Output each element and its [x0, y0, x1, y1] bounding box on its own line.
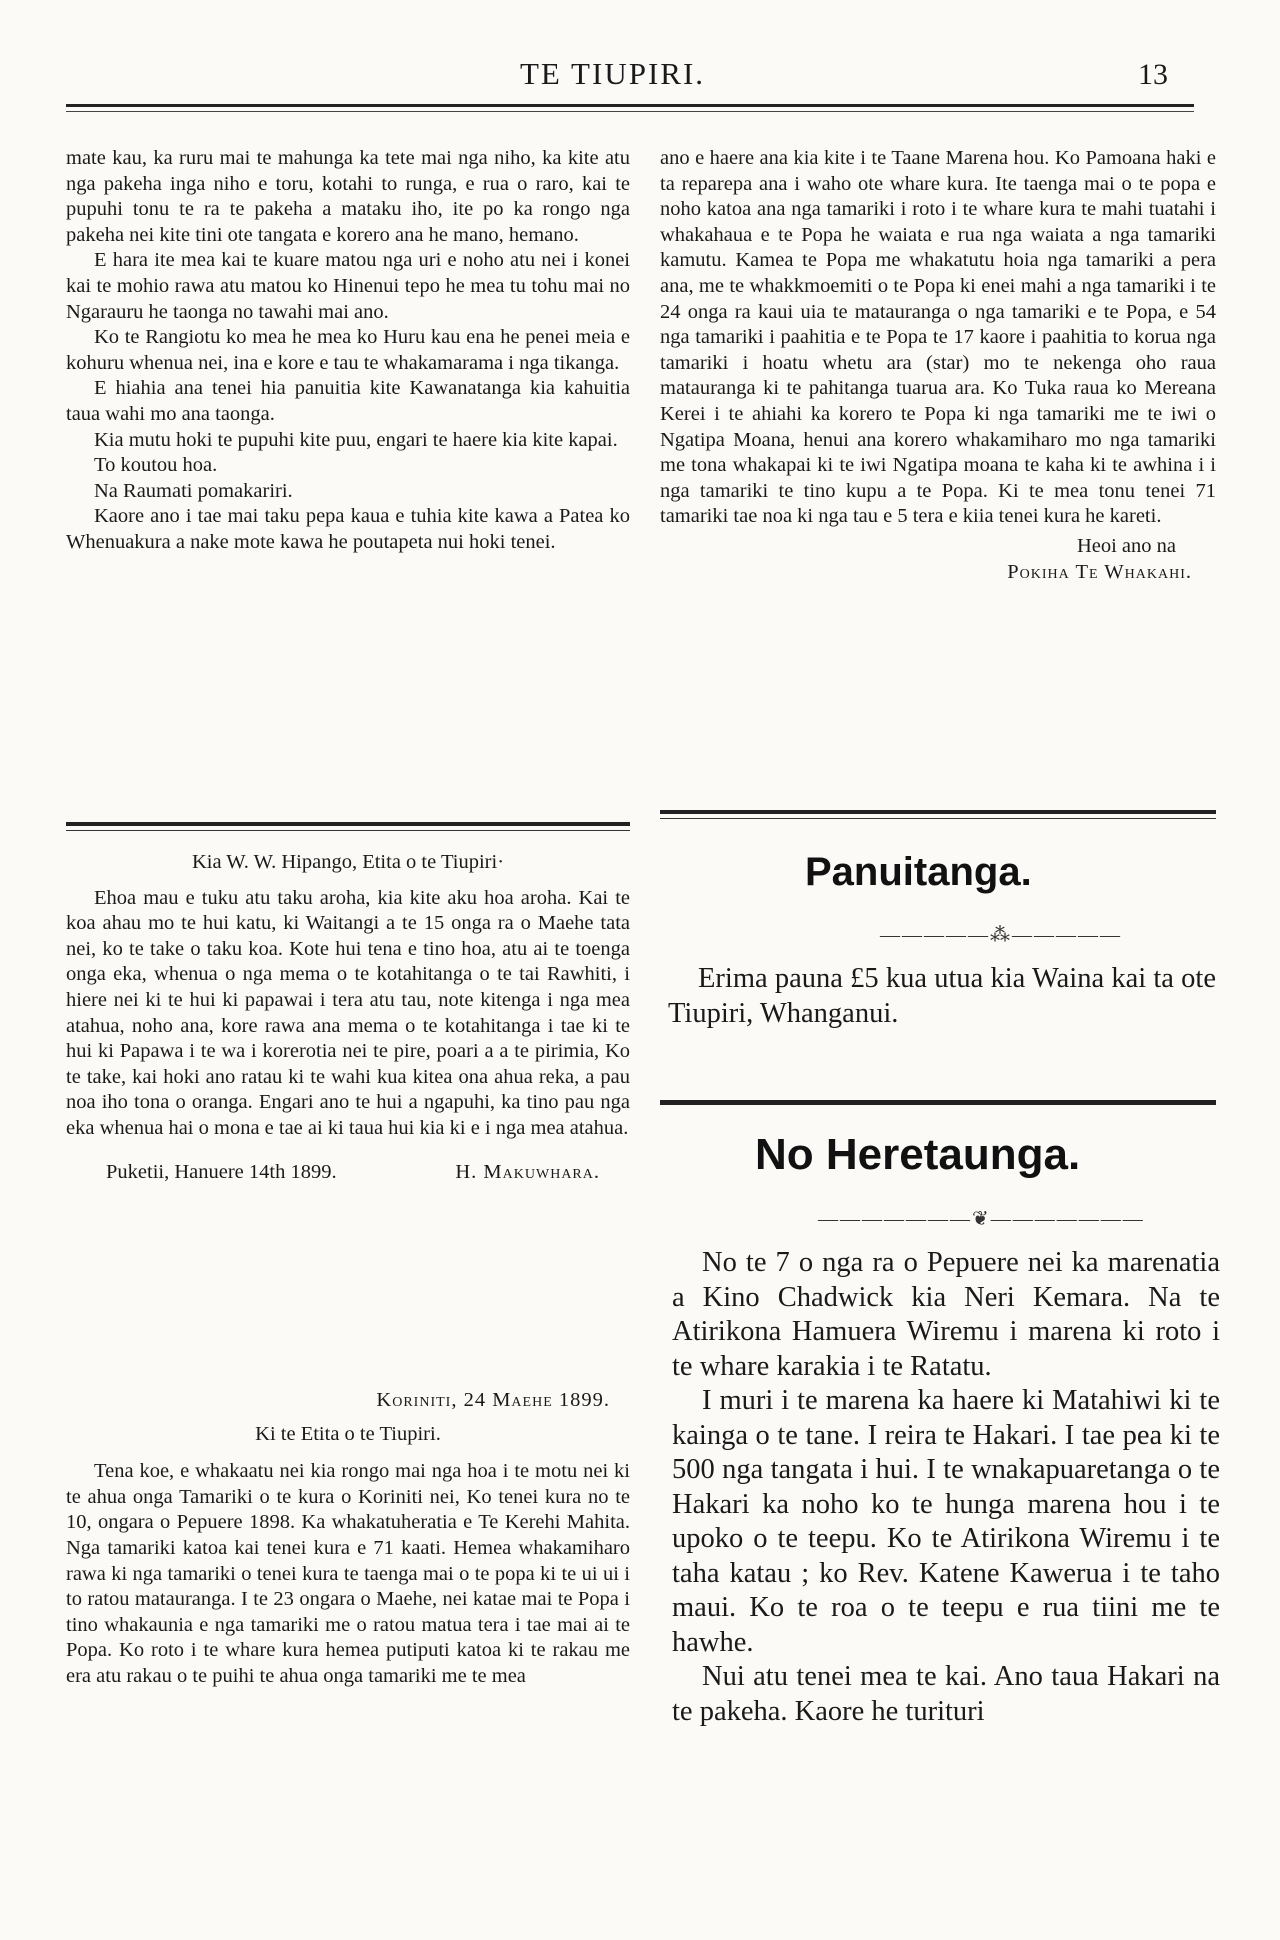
- paragraph: E hiahia ana tenei hia panuitia kite Kawanatanga kia kahuitia taua wahi mo ana taonga.: [66, 377, 630, 425]
- paragraph: To koutou hoa.: [94, 454, 218, 477]
- news-heading: No Heretaunga.: [755, 1130, 1081, 1179]
- section-divider: [660, 810, 1216, 814]
- letter-salutation: Ki te Etita o te Tiupiri.: [255, 1422, 441, 1445]
- letter-place-date: Puketii, Hanuere 14th 1899.: [106, 1160, 337, 1183]
- letter-salutation: Kia W. W. Hipango, Etita o te Tiupiri·: [191, 851, 505, 873]
- paragraph: Ehoa mau e tuku atu taku aroha, kia kite aku hoa aroha. Kai te koa ahau mo te hui katu, ki Waitangi a te 15 onga ra o Maehe tata nei, ko te take o taku koa. Kote hui tena e tino hoa, atu ai te toenga onga eka, whenua o nga mema o te kotahitanga o te tai Rawhiti, i hiere nei ki te hui ki papawai i tera atu tau, note kitenga i nga mea atahua, noho ana, kore rawa ana mema o te kotahitanga i tae ki te hui ki Papawa i te wa i korerotia nei te pire, poari a a te pirimia, Ko te take, kai hoki ano ratau ki te wahi kua kitea ona ahua reka, a pau noa iho tona o oranga. Engari ano te hui a ngapuhi, ka tino pau nga eka whenua hai o mona e tae ai ki taua hui kia ki e i nga mea atahua.: [66, 886, 630, 1139]
- notice-heading: Panuitanga.: [805, 850, 1032, 894]
- paragraph: Tena koe, e whakaatu nei kia rongo mai nga hoa i te motu nei ki te ahua onga Tamariki o te kura o Koriniti nei, Ko tenei kura no te 10, ongara o Pepuere 1898. Ka whakatuheratia e Te Kerehi Mahita. Nga tamariki katoa kai tenei kura e 71 kaati. Hemea whakamiharo rawa ki nga tamariki o tenei kura te taenga mai o te popa ki te ui ui i to ratou matauranga. I te 23 ongara o Maehe, nei katae mai te Popa i tino whakaunia e nga tamariki me o ratou matua tera i tae mai ai te Popa. Ko roto i te whare kura hemea putiputi katoa ki te rakau me era atu rakau o te puihi te ahua onga tamariki me te mea: [66, 1460, 630, 1687]
- section-divider-thin: [66, 830, 630, 831]
- notice-body: Erima pauna £5 kua utua kia Waina kai ta ote Tiupiri, Whanganui.: [668, 963, 1216, 1029]
- masthead: [0, 56, 1280, 96]
- news-body: [672, 1246, 1220, 1729]
- page-title: TE TIUPIRI.: [520, 56, 706, 91]
- letter-place-date: Koriniti, 24 Maehe 1899.: [376, 1389, 610, 1411]
- left-article: [66, 146, 630, 556]
- header-rule: [66, 104, 1194, 107]
- paragraph: mate kau, ka ruru mai te mahunga ka tete mai nga niho, ka kite atu nga pakeha inga niho e toru, kotahi to runga, e rua o raro, kai te pupuhi tonu te ra te pakeha a mataku iho, ite po ka rongo nga pakeha nei kite tini ote tangata e korero ana he mano, hemano.: [66, 147, 630, 246]
- paragraph: Nui atu tenei mea te kai. Ano taua Hakari na te pakeha. Kaore he turituri: [672, 1661, 1220, 1727]
- paragraph: I muri i te marena ka haere ki Matahiwi ki te kainga o te tane. I reira te Hakari. I tae pea ki te 500 nga tangata i hui. I te wnakapuaretanga o te Hakari ka noho ko te hunga marena hou i te upoko o te teepu. Ko te Atirikona Wiremu i te taha katau ; ko Rev. Katene Kawerua i te taho maui. Ko te roa o te teepu e rua tiini me te hawhe.: [672, 1385, 1220, 1658]
- header-rule-thin: [66, 111, 1194, 112]
- page-number: 13: [1138, 58, 1168, 91]
- paragraph: Kia mutu hoki te pupuhi kite puu, engari te haere kia kite kapai.: [94, 428, 618, 451]
- signoff-line: Heoi ano na: [1076, 534, 1176, 557]
- letter-author: H. Makuwhara.: [455, 1160, 600, 1183]
- letter-koriniti: [66, 1388, 630, 1690]
- paragraph: No te 7 o nga ra o Pepuere nei ka marenatia a Kino Chadwick kia Neri Kemara. Na te Atirikona Hamuera Wiremu i marena ki roto i te whare karakia i te Ratatu.: [672, 1247, 1220, 1382]
- paragraph: E hara ite mea kai te kuare matou nga uri e noho atu nei i konei kai te mohio rawa atu matou ko Hinenui tepo he mea tu tohu mai no Ngarauru he taonga no tawahi mai ano.: [66, 249, 630, 323]
- signoff-name: Pokiha Te Whakahi.: [1007, 560, 1192, 583]
- paragraph: Ko te Rangiotu ko mea he mea ko Huru kau ena he penei meia e kohuru whenua nei, ina e kore e tau te whakamarama i nga tikanga.: [66, 326, 630, 374]
- section-divider: [660, 1100, 1216, 1105]
- letter-hipango: [66, 850, 630, 1185]
- ornament: ———————❦———————: [818, 1208, 1145, 1230]
- ornament: —————⁂—————: [880, 924, 1122, 946]
- letter-signoff: [66, 1160, 630, 1186]
- section-divider-thin: [660, 818, 1216, 819]
- right-article: [660, 146, 1216, 585]
- paragraph: Kaore ano i tae mai taku pepa kaua e tuhia kite kawa a Patea ko Whenuakura a nake mote kawa he poutapeta nui hoki tenei.: [66, 505, 630, 553]
- section-divider: [66, 822, 630, 826]
- paragraph: Na Raumati pomakariri.: [94, 479, 293, 502]
- paragraph: ano e haere ana kia kite i te Taane Marena hou. Ko Pamoana haki e ta reparepa ana i waho ote whare kura. Ite taenga mai o te popa e noho katoa ana nga tamariki i roto i te whare kura te mahi tuatahi i whakahaua e te Popa he waiata e rua nga waiata a nga tamariki kamutu. Kamea te Popa me whakatutu hoia nga tamariki a pera ana, me te whakkmoemiti o te Popa ki enei mahi a nga tamariki i te 24 onga ra kaui uia te matauranga o nga tamariki e te Popa, e 54 nga tamariki i paahitia e te Popa te 17 kaore i paahitia to korua nga tamariki i hoatu whetu ara (star) mo te nekenga oho raua matauranga ki te pahitanga tuarua ara. Ko Tuka raua ko Mereana Kerei i te ahiahi ka korero te Popa ki nga tamariki me te iwi o Ngatipa Moana, henui ana korero whakamiharo mo nga tamariki me tona whakapai ki te iwi Ngatipa moana te kaha ki te awhina i i nga tamariki te tino kupu a te Popa. Ki te mea tonu tenei 71 tamariki tae noa ki nga tau e 5 tera e kiia tenei kura he kareti.: [660, 147, 1216, 528]
